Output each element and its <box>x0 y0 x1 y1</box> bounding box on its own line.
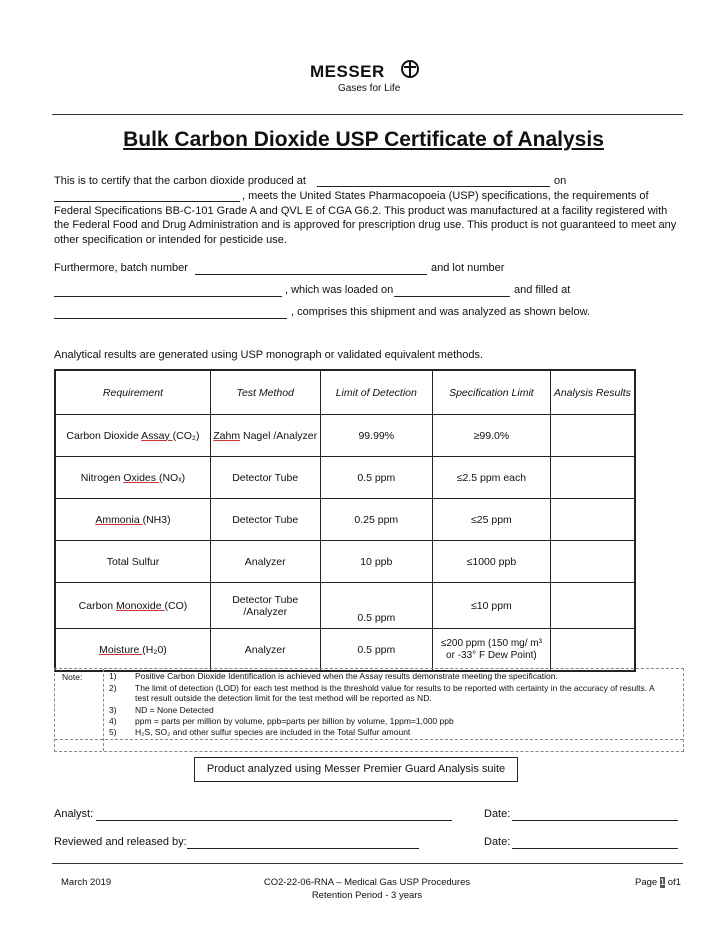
document-title: Bulk Carbon Dioxide USP Certificate of Analysis <box>123 128 604 151</box>
spec-cell: ≥99.0% <box>433 415 551 457</box>
page-prefix: Page <box>635 877 660 888</box>
requirement-cell: Total Sulfur <box>55 541 210 583</box>
note-text: H₂S, SO₂ and other sulfur species are included in the Total Sulfur amount <box>135 727 411 737</box>
spec-cell: ≤25 ppm <box>433 499 551 541</box>
lod-cell: 99.99% <box>320 415 433 457</box>
certify-line1: This is to certify that the carbon dioxide produced at <box>54 175 306 187</box>
header-divider <box>52 114 683 115</box>
method-cell <box>210 415 320 457</box>
lot-number-label: and lot number <box>431 262 505 274</box>
note-text: Positive Carbon Dioxide Identification is achieved when the Assay results demonstrate meeting the specification. <box>135 671 558 681</box>
analyst-label: Analyst: <box>54 808 94 820</box>
note-text: ND = None Detected <box>135 705 214 715</box>
lod-cell: 0.5 ppm <box>320 629 433 672</box>
batch-number-field[interactable] <box>195 274 427 275</box>
page-num: 1 <box>659 877 666 888</box>
analytical-intro: Analytical results are generated using USP monograph or validated equivalent methods. <box>54 349 484 361</box>
footer-date: March 2019 <box>61 877 112 888</box>
requirement-text: (H₂0) <box>142 643 167 656</box>
requirement-text: (CO) <box>164 599 188 612</box>
lod-cell: 0.5 ppm <box>320 583 433 629</box>
filled-at-field[interactable] <box>54 318 287 319</box>
requirement-text: (NOₓ) <box>158 471 186 484</box>
header-limit-of-detection: Limit of Detection <box>320 370 433 415</box>
page-suffix: of1 <box>665 877 681 888</box>
method-text: Nagel /Analyzer <box>240 429 318 442</box>
result-cell[interactable] <box>550 583 635 629</box>
reviewer-field[interactable] <box>187 848 419 849</box>
method-cell: Detector Tube <box>210 499 320 541</box>
footer-doc-code: CO2-22-06-RNA – Medical Gas USP Procedures <box>263 877 471 888</box>
table-row <box>55 415 635 457</box>
result-cell[interactable] <box>550 629 635 672</box>
certify-on: on <box>554 175 567 187</box>
note-number: 2) <box>109 683 117 693</box>
requirement-text: Carbon <box>78 599 117 612</box>
brand-name: MESSER <box>310 62 385 81</box>
requirement-cell <box>55 629 210 672</box>
requirement-text: Carbon Dioxide <box>66 429 142 442</box>
brand-tagline: Gases for Life <box>338 83 401 94</box>
spec-cell: ≤10 ppm <box>433 583 551 629</box>
reviewer-date-field[interactable] <box>512 848 678 849</box>
method-text: Zahm <box>213 429 241 442</box>
requirement-cell <box>55 415 210 457</box>
table-row <box>55 541 635 583</box>
requirement-text: Assay <box>141 429 173 442</box>
note-text: The limit of detection (LOD) for each test method is the threshold value for results to be reported with certainty in the accuracy of results. A test result outside the detection limit for the test method will be reported as ND. <box>135 683 655 703</box>
note-number: 1) <box>109 671 117 681</box>
lod-cell: 0.25 ppm <box>320 499 433 541</box>
date-label: Date: <box>484 808 511 820</box>
header-test-method: Test Method <box>210 370 320 415</box>
analyst-field[interactable] <box>96 820 452 821</box>
table-header-row <box>55 370 635 415</box>
messer-logo-icon <box>400 59 420 79</box>
analysis-table <box>54 369 636 672</box>
requirement-cell <box>55 499 210 541</box>
certify-paragraph: , meets the United States Pharmacopoeia (USP) specifications, the requirements of Federal Specifications BB-C-101 Grade A and QVL E of CGA G6.2. This product was manufactured at a facility registered with the Federal Food and Drug Administration and is approved for prescription drug use. This product is not guaranteed to meet any other specification or intended for pesticide use. <box>54 190 677 246</box>
note-number: 5) <box>109 727 117 737</box>
requirement-text: Ammonia <box>95 513 143 526</box>
spec-cell: ≤2.5 ppm each <box>433 457 551 499</box>
note-number: 3) <box>109 705 117 715</box>
lot-number-field[interactable] <box>54 296 282 297</box>
result-cell[interactable] <box>550 457 635 499</box>
table-row <box>55 629 635 672</box>
spec-cell: ≤1000 ppb <box>433 541 551 583</box>
notes-label: Note: <box>62 672 83 682</box>
footer-divider <box>52 863 683 864</box>
requirement-cell <box>55 583 210 629</box>
furthermore-label: Furthermore, batch number <box>54 262 188 274</box>
method-cell: Detector Tube <box>210 457 320 499</box>
header-analysis-results: Analysis Results <box>550 370 635 415</box>
loaded-on-field[interactable] <box>394 296 510 297</box>
table-row <box>55 457 635 499</box>
notes-divider <box>55 739 683 740</box>
header-requirement: Requirement <box>55 370 210 415</box>
table-row <box>55 499 635 541</box>
produced-at-field[interactable] <box>317 186 550 187</box>
requirement-text: Nitrogen <box>80 471 124 484</box>
messer-logo <box>310 62 430 102</box>
method-cell: Analyzer <box>210 541 320 583</box>
analyst-date-field[interactable] <box>512 820 678 821</box>
table-row <box>55 583 635 629</box>
footer-page-number <box>635 877 681 888</box>
lod-cell: 10 ppb <box>320 541 433 583</box>
spec-cell: ≤200 ppm (150 mg/ m³ or -33° F Dew Point) <box>433 629 551 672</box>
requirement-text: Monoxide <box>116 599 165 612</box>
filled-at-label: and filled at <box>514 284 571 296</box>
method-cell: Analyzer <box>210 629 320 672</box>
lod-cell: 0.5 ppm <box>320 457 433 499</box>
header-specification-limit: Specification Limit <box>433 370 551 415</box>
requirement-text: Moisture <box>99 643 143 656</box>
result-cell[interactable] <box>550 499 635 541</box>
requirement-text: Oxides <box>123 471 159 484</box>
comprises-label: , comprises this shipment and was analyzed as shown below. <box>291 306 590 318</box>
analysis-suite-box: Product analyzed using Messer Premier Guard Analysis suite <box>194 757 518 782</box>
date-label: Date: <box>484 836 511 848</box>
note-text: ppm = parts per million by volume, ppb=parts per billion by volume, 1ppm=1,000 ppb <box>135 716 454 726</box>
footer-retention: Retention Period - 3 years <box>311 890 423 901</box>
reviewed-label: Reviewed and released by: <box>54 836 187 848</box>
notes-box <box>54 668 684 752</box>
loaded-on-label: , which was loaded on <box>285 284 394 296</box>
result-cell[interactable] <box>550 541 635 583</box>
result-cell[interactable] <box>550 415 635 457</box>
method-cell: Detector Tube /Analyzer <box>210 583 320 629</box>
requirement-text: (NH3) <box>142 513 171 526</box>
requirement-cell <box>55 457 210 499</box>
note-number: 4) <box>109 716 117 726</box>
requirement-text: (CO₂) <box>172 429 200 442</box>
